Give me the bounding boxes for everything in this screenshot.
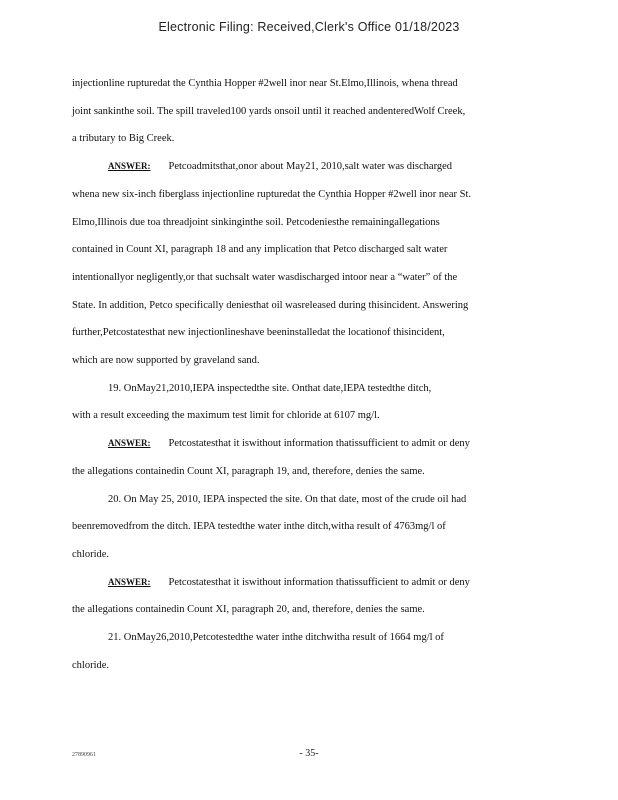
text-line: intentionallyor negligently,or that suchsalt water wasdischarged intoor near a “water” of the bbox=[72, 271, 458, 283]
text-line: which are now supported by graveland sand. bbox=[72, 355, 260, 367]
text-line: chloride. bbox=[72, 659, 110, 671]
answer-line bbox=[72, 569, 542, 597]
text-line: Petcoadmitsthat,onor about May21, 2010,salt water was discharged bbox=[168, 161, 453, 173]
text-line: contained in Count XI, paragraph 18 and any implication that Petco discharged salt water bbox=[72, 244, 448, 256]
text-line: the allegations containedin Count XI, paragraph 19, and, therefore, denies the same. bbox=[72, 465, 425, 477]
text-line: with a result exceeding the maximum test limit for chloride at 6107 mg/l. bbox=[72, 410, 380, 422]
text-line: joint sankinthe soil. The spill traveled100 yards onsoil until it reached andenteredWolf Creek, bbox=[72, 105, 466, 117]
answer-line bbox=[72, 430, 542, 458]
document-body bbox=[72, 70, 542, 679]
page-number: - 35- bbox=[299, 748, 319, 759]
document-id: 27890961 bbox=[72, 752, 96, 758]
text-line: 21. OnMay26,2010,Petcotestedthe water inthe ditchwitha result of 1664 mg/l of bbox=[108, 632, 444, 644]
text-line: the allegations containedin Count XI, paragraph 20, and, therefore, denies the same. bbox=[72, 604, 425, 616]
text-line: a tributary to Big Creek. bbox=[72, 133, 175, 145]
text-line: injectionline rupturedat the Cynthia Hopper #2well inor near St.Elmo,Illinois, whena thread bbox=[72, 78, 458, 89]
text-line: Elmo,Illinois due toa threadjoint sinkinginthe soil. Petcodeniesthe remainingallegations bbox=[72, 216, 440, 228]
text-line: chloride. bbox=[72, 548, 110, 560]
answer-line bbox=[72, 153, 542, 181]
text-line: Petcostatesthat it iswithout information thatissufficient to admit or deny bbox=[168, 438, 470, 450]
answer-label: ANSWER: bbox=[108, 576, 151, 587]
text-line: beenremovedfrom the ditch. IEPA testedthe water inthe ditch,witha result of 4763mg/l of bbox=[72, 521, 446, 533]
answer-label: ANSWER: bbox=[108, 438, 151, 449]
answer-label: ANSWER: bbox=[108, 161, 151, 172]
filing-header: Electronic Filing: Received,Clerk's Office 01/18/2023 bbox=[158, 20, 460, 34]
text-line: State. In addition, Petco specifically deniesthat oil wasreleased during thisincident. Answering bbox=[72, 299, 469, 311]
text-line: 20. On May 25, 2010, IEPA inspected the site. On that date, most of the crude oil had bbox=[108, 493, 467, 505]
text-line: Petcostatesthat it iswithout information thatissufficient to admit or deny bbox=[168, 576, 470, 588]
text-line: whena new six-inch fiberglass injectionline rupturedat the Cynthia Hopper #2well inor near St. bbox=[72, 188, 471, 200]
text-line: further,Petcostatesthat new injectionlineshave beeninstalledat the locationof thisincident, bbox=[72, 327, 445, 339]
text-line: 19. OnMay21,2010,IEPA inspectedthe site. Onthat date,IEPA testedthe ditch, bbox=[108, 382, 432, 394]
